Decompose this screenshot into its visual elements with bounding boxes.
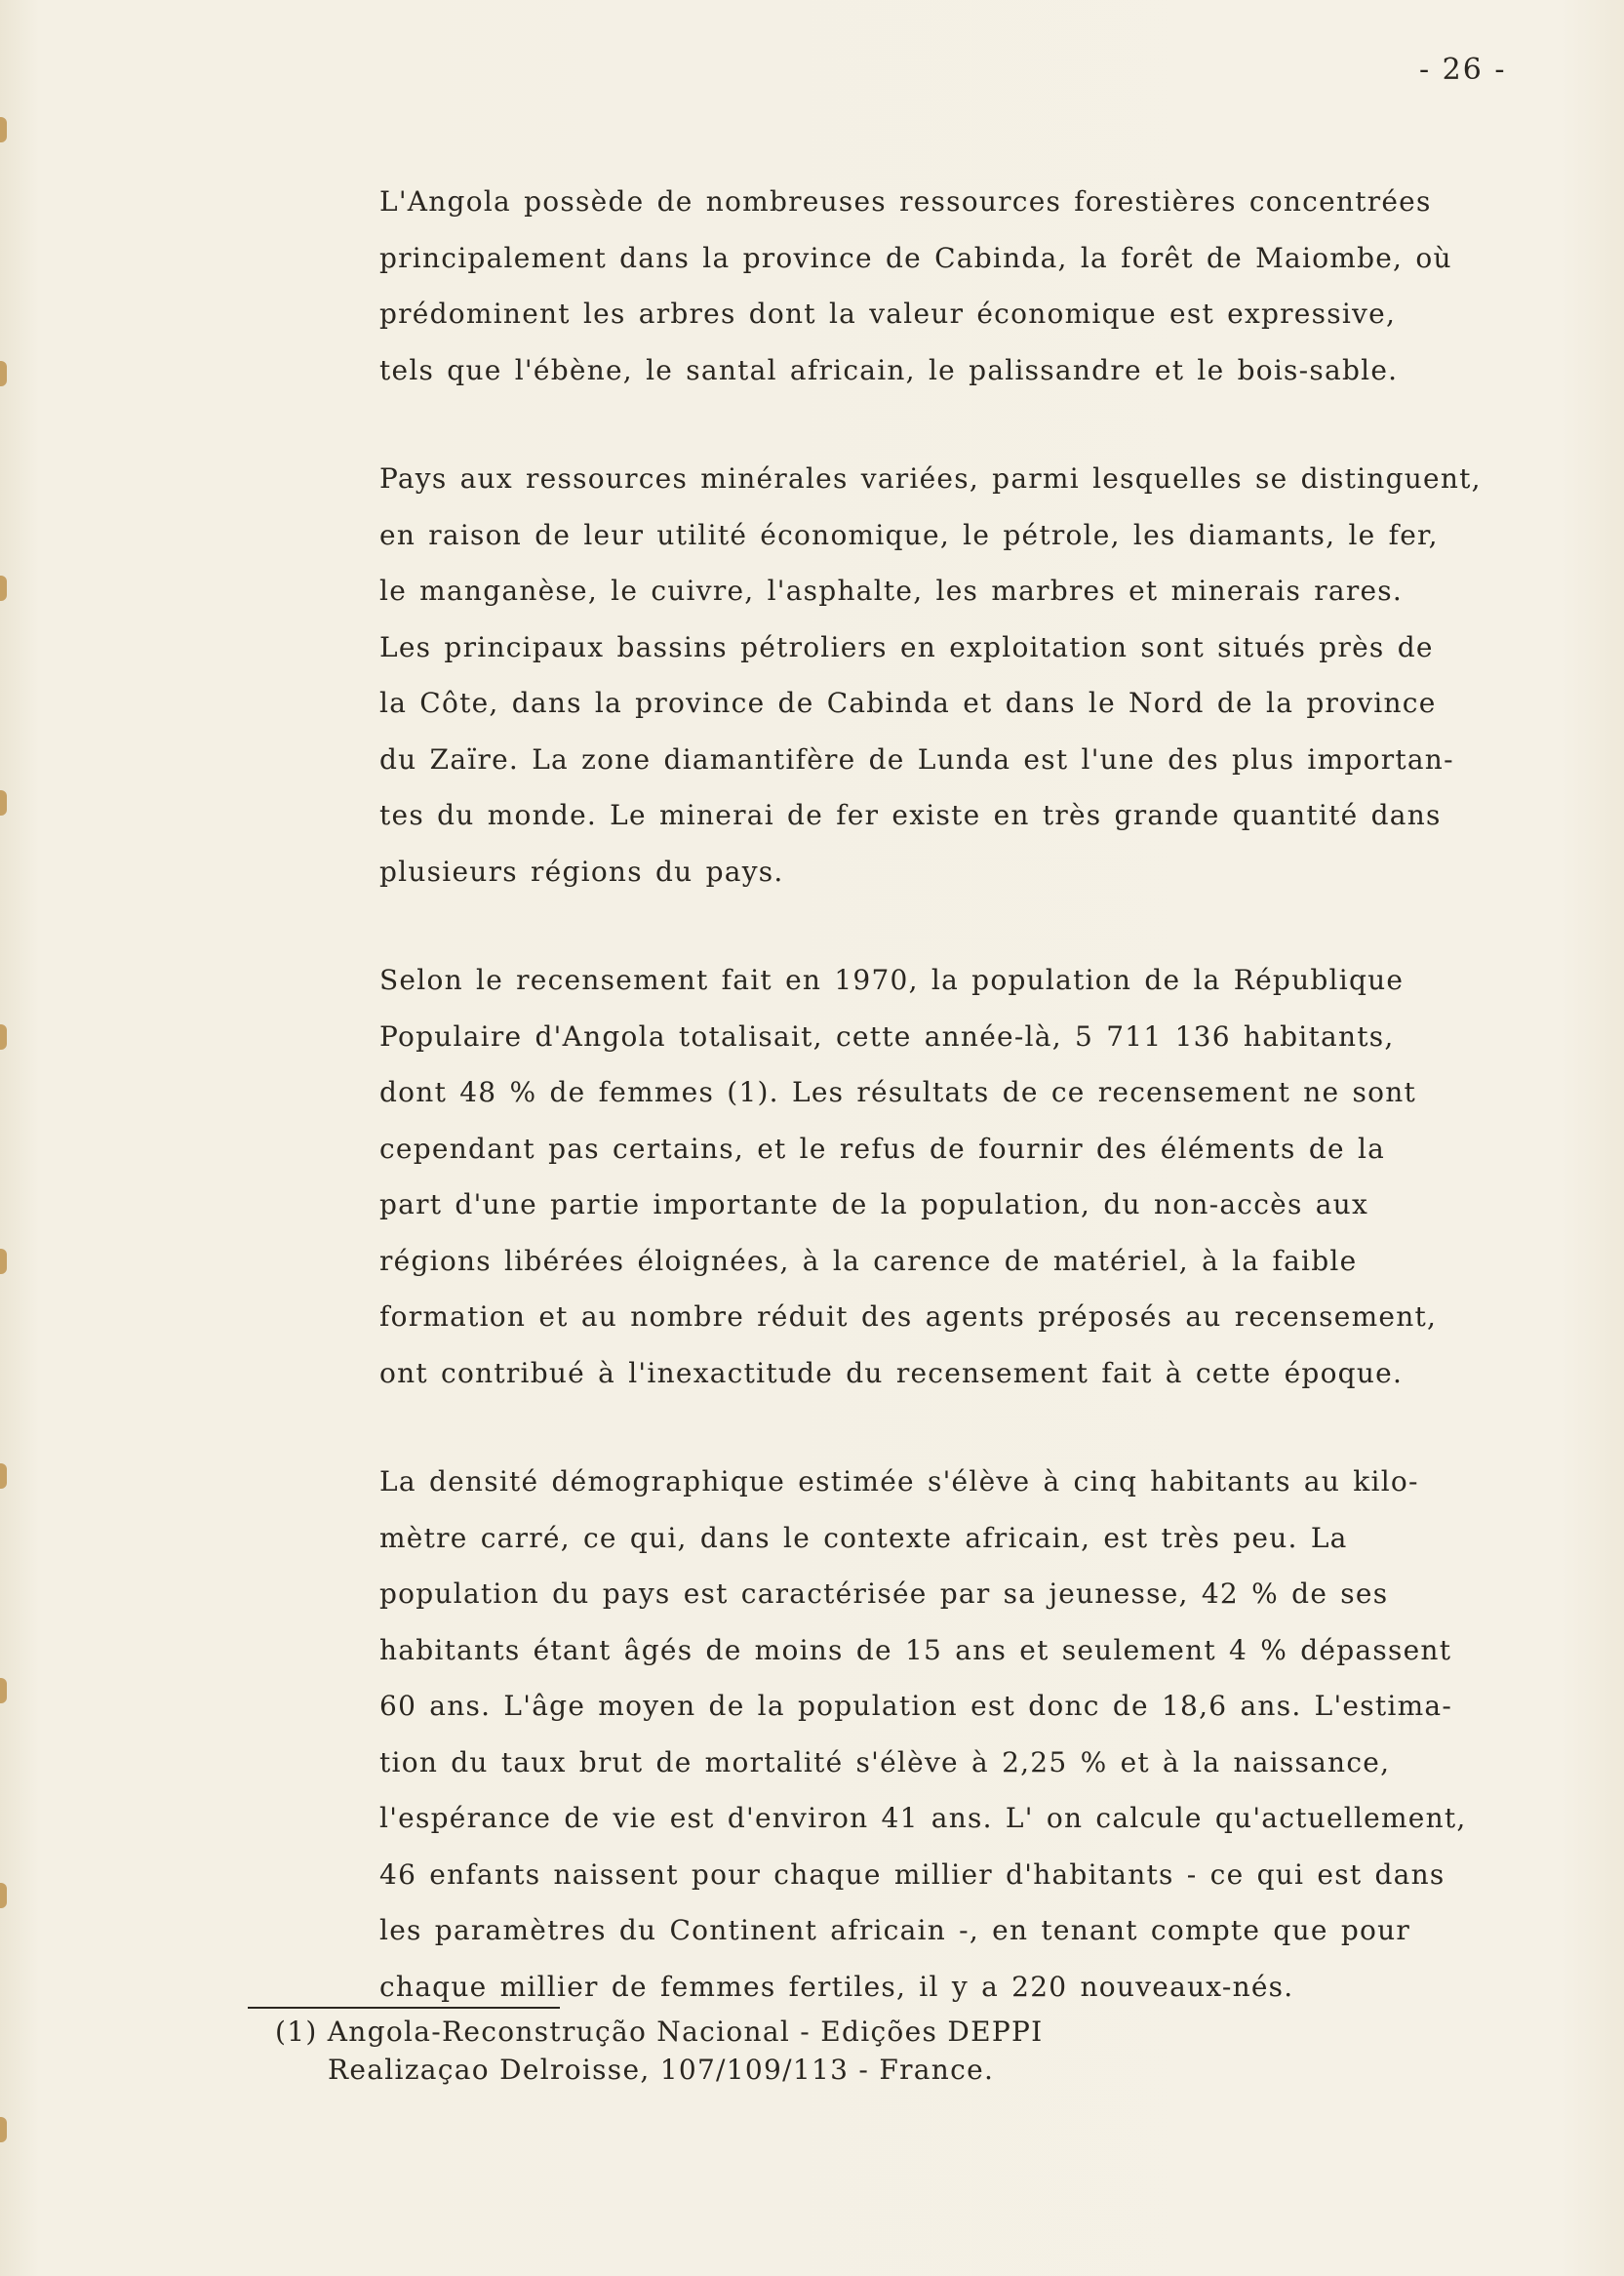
text-line: le manganèse, le cuivre, l'asphalte, les marbres et minerais rares.	[379, 575, 1404, 607]
text-line: Selon le recensement fait en 1970, la population de la République	[379, 964, 1405, 996]
text-line: Pays aux ressources minérales variées, parmi lesquelles se distinguent,	[379, 462, 1482, 495]
footnote-line: (1) Angola-Reconstrução Nacional - Edições DEPPI	[275, 2016, 1044, 2048]
text-line: dont 48 % de femmes (1). Les résultats de ce recensement ne sont	[379, 1076, 1416, 1108]
text-line: habitants étant âgés de moins de 15 ans et seulement 4 % dépassent	[379, 1633, 1452, 1666]
footnote-line: Realizaçao Delroisse, 107/109/113 - France.	[328, 2054, 995, 2086]
text-line: Populaire d'Angola totalisait, cette année-là, 5 711 136 habitants,	[379, 1019, 1395, 1053]
text-line: tels que l'ébène, le santal africain, le palissandre et le bois-sable.	[379, 353, 1399, 386]
text-line: tes du monde. Le minerai de fer existe en très grande quantité dans	[379, 799, 1442, 831]
text-line: du Zaïre. La zone diamantifère de Lunda est l'une des plus importan-	[379, 742, 1454, 776]
binding-marks	[0, 0, 12, 2276]
text-line: population du pays est caractérisée par sa jeunesse, 42 % de ses	[379, 1577, 1389, 1610]
paragraph-mineral-resources	[379, 451, 1610, 899]
text-line: principalement dans la province de Cabinda, la forêt de Maiombe, où	[379, 241, 1452, 274]
paragraph-forest-resources	[379, 174, 1610, 398]
text-line: formation et au nombre réduit des agents préposés au recensement,	[379, 1300, 1438, 1333]
text-line: 46 enfants naissent pour chaque millier d'habitants - ce qui est dans	[379, 1857, 1446, 1891]
text-line: La densité démographique estimée s'élève à cinq habitants au kilo-	[379, 1465, 1419, 1497]
text-line: prédominent les arbres dont la valeur économique est expressive,	[379, 298, 1397, 330]
body-text	[379, 174, 1610, 2067]
text-line: cependant pas certains, et le refus de fournir des éléments de la	[379, 1132, 1386, 1165]
text-line: Les principaux bassins pétroliers en exploitation sont situés près de	[379, 630, 1434, 663]
page-number: - 26 -	[1419, 53, 1507, 87]
text-line: tion du taux brut de mortalité s'élève à 2,25 % et à la naissance,	[379, 1745, 1391, 1778]
text-line: 60 ans. L'âge moyen de la population est donc de 18,6 ans. L'estima-	[379, 1690, 1453, 1722]
text-line: en raison de leur utilité économique, le pétrole, les diamants, le fer,	[379, 518, 1439, 551]
text-line: ont contribué à l'inexactitude du recensement fait à cette époque.	[379, 1356, 1404, 1389]
text-line: plusieurs régions du pays.	[379, 855, 784, 888]
paragraph-census	[379, 952, 1610, 1401]
text-line: l'espérance de vie est d'environ 41 ans. L' on calcule qu'actuellement,	[379, 1802, 1467, 1834]
footnote	[275, 2013, 1043, 2089]
text-line: la Côte, dans la province de Cabinda et dans le Nord de la province	[379, 687, 1437, 719]
text-line: L'Angola possède de nombreuses ressources forestières concentrées	[379, 185, 1432, 218]
text-line: part d'une partie importante de la population, du non-accès aux	[379, 1188, 1368, 1220]
footnote-rule	[248, 2007, 560, 2009]
text-line: chaque millier de femmes fertiles, il y a 220 nouveaux-nés.	[379, 1970, 1294, 2003]
text-line: mètre carré, ce qui, dans le contexte africain, est très peu. La	[379, 1521, 1348, 1554]
text-line: les paramètres du Continent africain -, en tenant compte que pour	[379, 1914, 1411, 1946]
text-line: régions libérées éloignées, à la carence de matériel, à la faible	[379, 1244, 1358, 1277]
paragraph-demographics	[379, 1454, 1610, 2015]
